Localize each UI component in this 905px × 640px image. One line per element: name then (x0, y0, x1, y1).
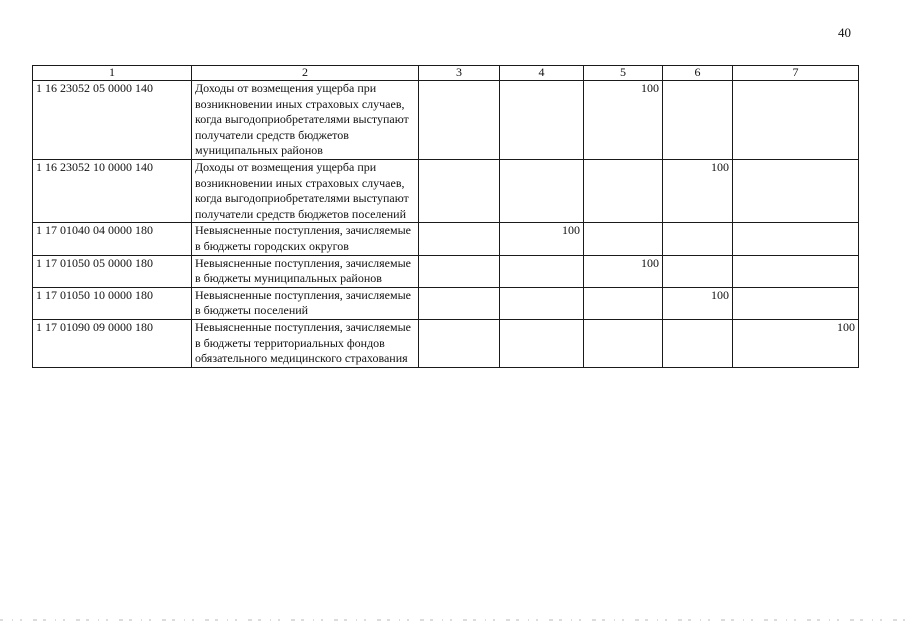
value-col-6 (663, 81, 733, 160)
revenue-description: Невыясненные поступления, зачисляемые в бюджеты поселений (192, 287, 419, 319)
value-col-5: 100 (584, 255, 663, 287)
table-row (33, 287, 859, 319)
budget-code: 1 16 23052 10 0000 140 (33, 159, 192, 222)
column-header: 7 (733, 66, 859, 81)
value-col-4 (500, 159, 584, 222)
revenue-description: Невыясненные поступления, зачисляемые в бюджеты городских округов (192, 223, 419, 255)
column-header: 6 (663, 66, 733, 81)
table-row (33, 255, 859, 287)
revenue-description: Невыясненные поступления, зачисляемые в бюджеты муниципальных районов (192, 255, 419, 287)
value-col-7: 100 (733, 319, 859, 367)
value-col-6: 100 (663, 159, 733, 222)
value-col-6 (663, 255, 733, 287)
table-row (33, 159, 859, 222)
value-col-4 (500, 319, 584, 367)
budget-code: 1 17 01050 10 0000 180 (33, 287, 192, 319)
column-header: 4 (500, 66, 584, 81)
column-header: 5 (584, 66, 663, 81)
budget-code: 1 17 01040 04 0000 180 (33, 223, 192, 255)
value-col-7 (733, 223, 859, 255)
budget-revenue-table (32, 65, 859, 368)
value-col-5 (584, 223, 663, 255)
value-col-3 (419, 255, 500, 287)
value-col-6 (663, 319, 733, 367)
value-col-5: 100 (584, 81, 663, 160)
value-col-5 (584, 287, 663, 319)
table-row (33, 319, 859, 367)
value-col-3 (419, 319, 500, 367)
value-col-3 (419, 223, 500, 255)
value-col-3 (419, 81, 500, 160)
value-col-6: 100 (663, 287, 733, 319)
column-header: 2 (192, 66, 419, 81)
value-col-4 (500, 287, 584, 319)
value-col-3 (419, 159, 500, 222)
budget-code: 1 16 23052 05 0000 140 (33, 81, 192, 160)
value-col-5 (584, 159, 663, 222)
value-col-7 (733, 81, 859, 160)
revenue-description: Доходы от возмещения ущерба при возникновении иных страховых случаев, когда выгодоприобретателями выступают получатели средств бюджетов поселений (192, 159, 419, 222)
value-col-4 (500, 255, 584, 287)
page-number: 40 (838, 25, 851, 40)
value-col-3 (419, 287, 500, 319)
value-col-4: 100 (500, 223, 584, 255)
column-header: 3 (419, 66, 500, 81)
value-col-6 (663, 223, 733, 255)
column-header: 1 (33, 66, 192, 81)
budget-code: 1 17 01090 09 0000 180 (33, 319, 192, 367)
value-col-7 (733, 159, 859, 222)
value-col-7 (733, 255, 859, 287)
value-col-7 (733, 287, 859, 319)
table-row (33, 223, 859, 255)
value-col-4 (500, 81, 584, 160)
value-col-5 (584, 319, 663, 367)
revenue-description: Доходы от возмещения ущерба при возникновении иных страховых случаев, когда выгодоприобретателями выступают получатели средств бюджетов муниципальных районов (192, 81, 419, 160)
revenue-description: Невыясненные поступления, зачисляемые в бюджеты территориальных фондов обязательного медицинского страхования (192, 319, 419, 367)
table-header-row (33, 66, 859, 81)
budget-code: 1 17 01050 05 0000 180 (33, 255, 192, 287)
table-row (33, 81, 859, 160)
scan-noise-line (0, 616, 905, 624)
